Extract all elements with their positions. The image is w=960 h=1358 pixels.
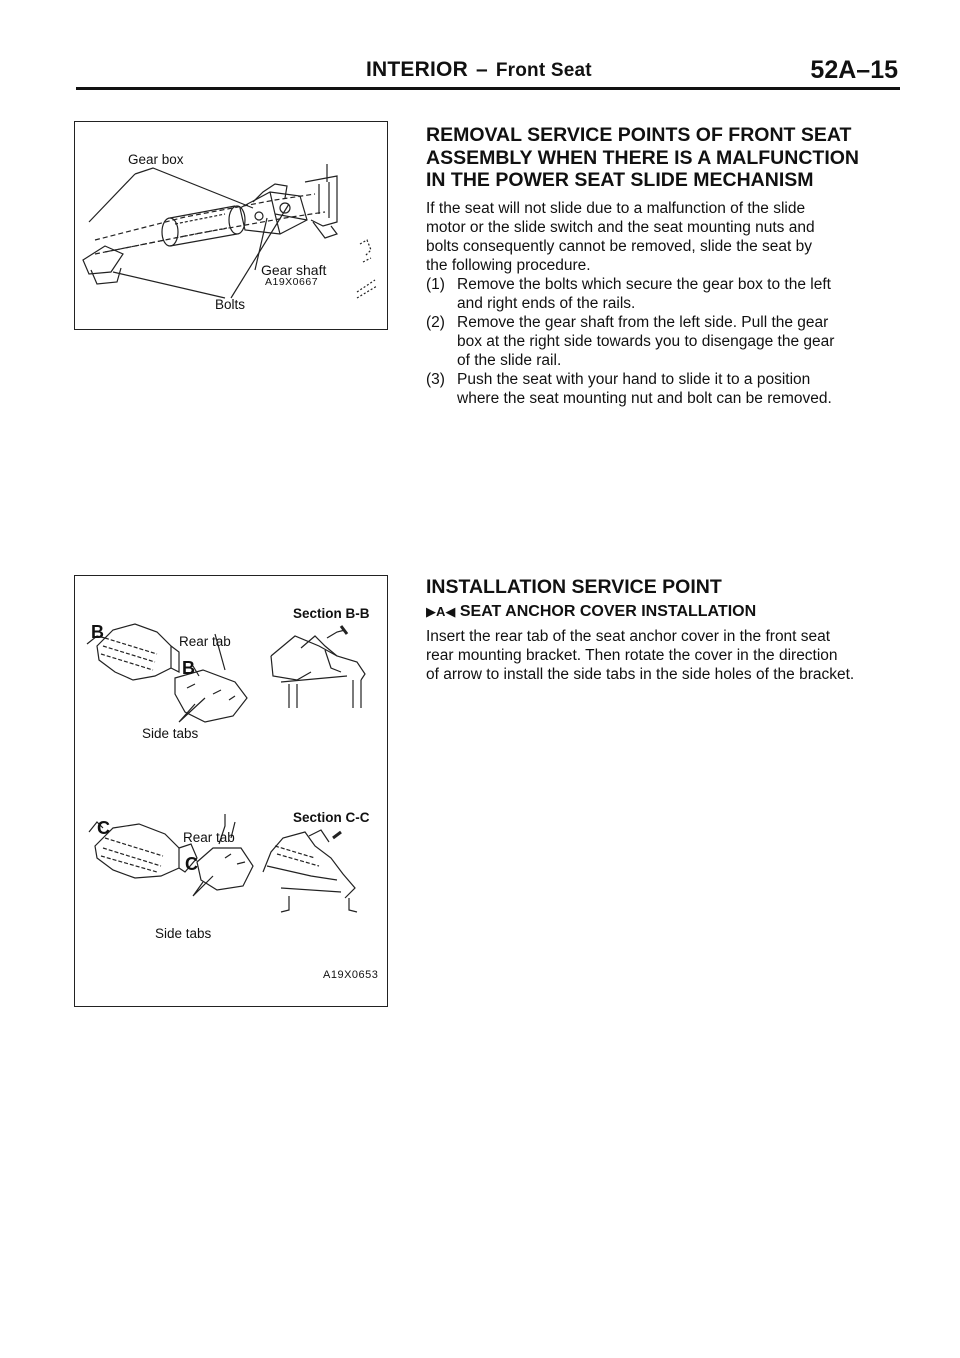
header-section: INTERIOR (366, 58, 468, 81)
removal-heading-line: IN THE POWER SEAT SLIDE MECHANISM (426, 169, 814, 191)
step-line: and right ends of the rails. (457, 294, 636, 312)
removal-intro-line: the following procedure. (426, 256, 591, 274)
removal-section (426, 124, 900, 408)
label-gear-shaft: Gear shaft (261, 262, 327, 278)
removal-intro-line: motor or the slide switch and the seat mounting nuts and (426, 218, 815, 236)
step-line: Push the seat with your hand to slide it to a position (457, 370, 811, 388)
label-letter-c-outer: C (97, 818, 110, 838)
removal-heading-line: ASSEMBLY WHEN THERE IS A MALFUNCTION (426, 146, 859, 169)
step-line: Remove the gear shaft from the left side. Pull the gear (457, 313, 829, 331)
label-section-cc: Section C-C (293, 810, 370, 825)
label-rear-tab-c: Rear tab (183, 830, 235, 845)
label-side-tabs-c: Side tabs (155, 926, 212, 941)
step-number: (3) (426, 370, 445, 388)
step-number: (2) (426, 313, 445, 331)
label-section-bb: Section B-B (293, 606, 370, 621)
step-number: (1) (426, 275, 445, 293)
seat-anchor-cover-illustration (75, 576, 387, 1006)
installation-subheading (426, 602, 900, 622)
label-rear-tab-b: Rear tab (179, 634, 231, 649)
installation-body-line: of arrow to install the side tabs in the side holes of the bracket. (426, 665, 855, 683)
gear-box-figure (74, 121, 388, 330)
removal-heading (426, 124, 900, 192)
label-letter-b-outer: B (91, 622, 104, 642)
installation-body-line: rear mounting bracket. Then rotate the cover in the direction (426, 646, 838, 664)
page-header (76, 56, 900, 88)
seat-anchor-cover-figure (74, 575, 388, 1007)
service-marker-icon: ▶A◀ (426, 603, 456, 619)
step-line: where the seat mounting nut and bolt can be removed. (457, 389, 832, 407)
step-line: box at the right side towards you to disengage the gear (457, 332, 835, 350)
label-letter-b-inner: B (182, 658, 195, 678)
removal-step-3 (426, 370, 900, 408)
removal-heading-line: REMOVAL SERVICE POINTS OF FRONT SEAT (426, 124, 852, 146)
installation-body (426, 627, 900, 684)
header-rule (76, 87, 900, 90)
label-gear-box: Gear box (128, 152, 184, 167)
label-bolts: Bolts (215, 297, 246, 312)
removal-step-1 (426, 275, 900, 313)
installation-heading: INSTALLATION SERVICE POINT (426, 576, 722, 598)
figure2-code: A19X0653 (323, 969, 379, 981)
figure1-code: A19X0667 (265, 276, 319, 288)
page-number: 52A–15 (810, 56, 898, 84)
removal-intro-line: bolts consequently cannot be removed, slide the seat by (426, 237, 813, 255)
removal-intro (426, 199, 900, 275)
label-letter-c-inner: C (185, 854, 198, 874)
removal-intro-line: If the seat will not slide due to a malfunction of the slide (426, 199, 806, 217)
step-line: Remove the bolts which secure the gear box to the left (457, 275, 831, 293)
installation-subtitle: SEAT ANCHOR COVER INSTALLATION (459, 602, 757, 620)
header-dash: – (475, 58, 488, 81)
removal-step-2 (426, 313, 900, 370)
header-title (366, 58, 592, 82)
installation-body-line: Insert the rear tab of the seat anchor cover in the front seat (426, 627, 831, 645)
label-side-tabs-b: Side tabs (142, 726, 199, 741)
installation-section (426, 576, 900, 684)
step-line: of the slide rail. (457, 351, 562, 369)
header-subsection: Front Seat (495, 60, 592, 81)
